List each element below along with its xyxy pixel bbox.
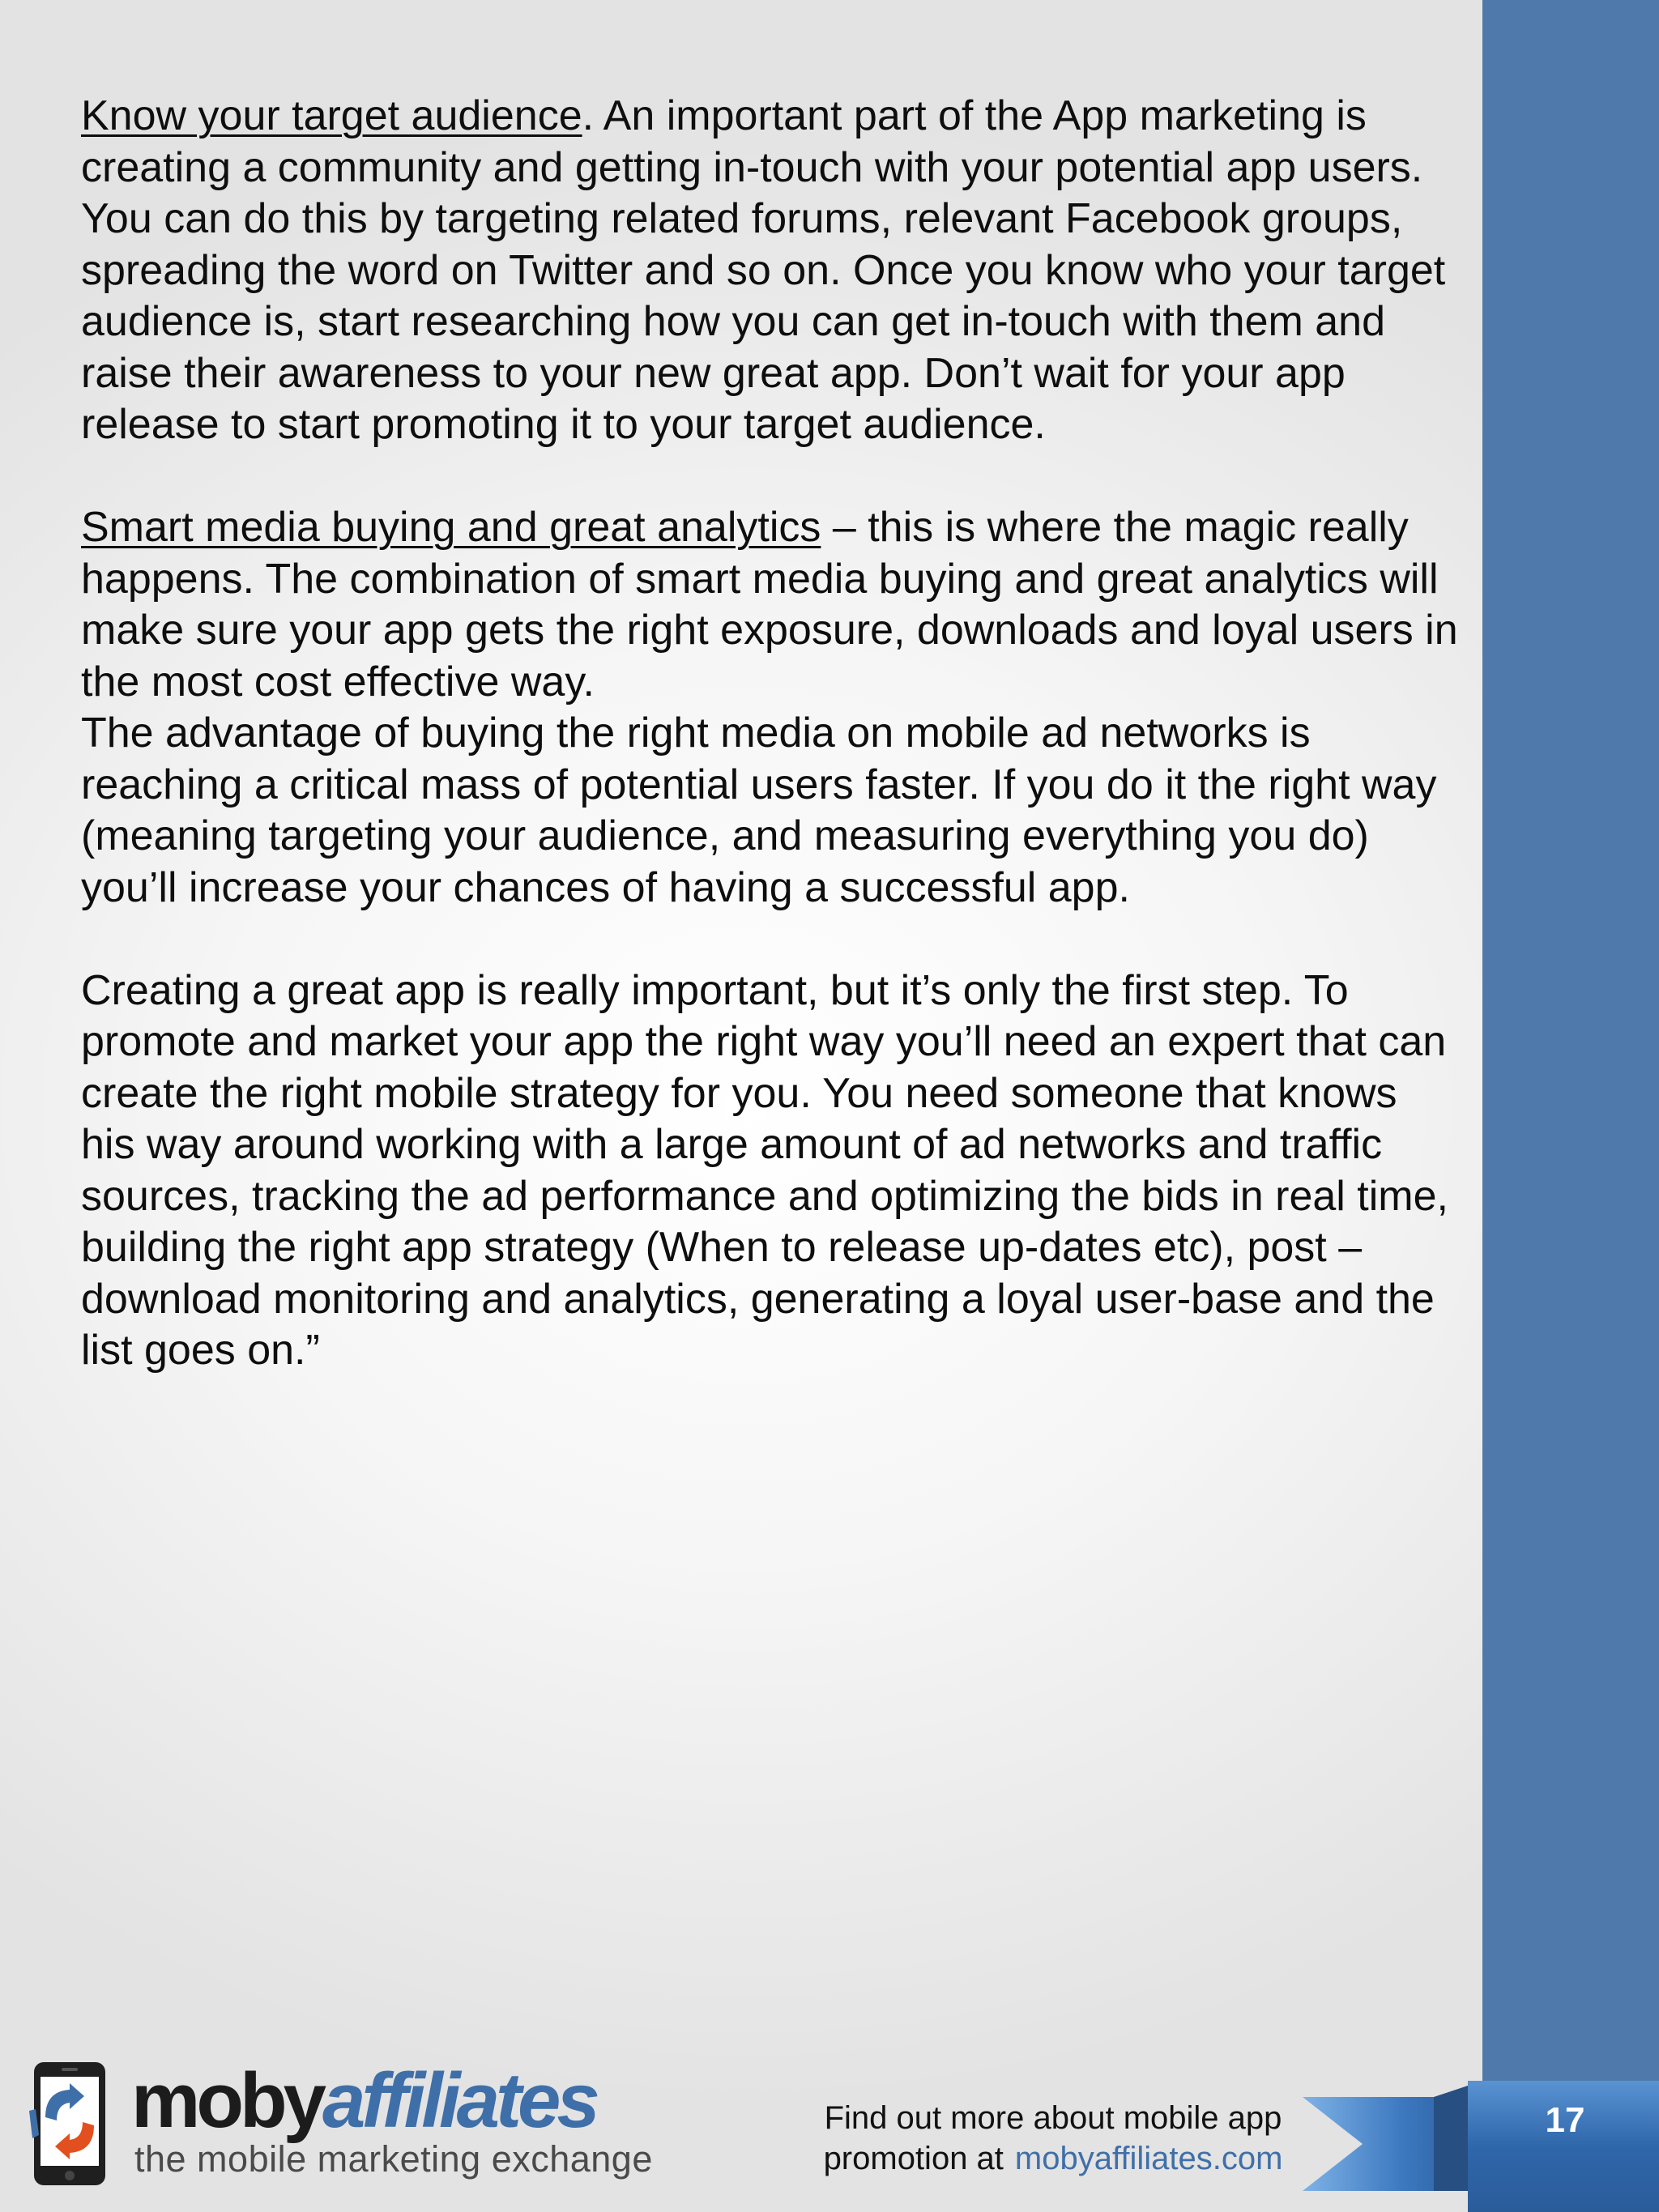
footer-cta-line1: Find out more about mobile app (824, 2100, 1282, 2136)
paragraph-great-app (81, 965, 1458, 1377)
paragraph-spacer (81, 914, 1458, 965)
heading-target-audience: Know your target audience (81, 92, 582, 139)
text-great-app: Creating a great app is really important, but it’s only the first step. To promote and market your app the right way you’ll need an expert that can create the right mobile strategy for you. You need someone that knows his way around working with a large amount of ad networks and traffic sources, tracking the ad performance and optimizing the bids in real time, building the right app strategy (When to release up-dates etc), post – download monitoring and analytics, generating a loyal user-base and the list goes on.” (81, 966, 1448, 1374)
footer-cta (794, 2098, 1312, 2179)
text-advantage: The advantage of buying the right media on mobile ad networks is reaching a critical mass of potential users faster. If you do it the right way (meaning targeting your audience, and measuring everything you do) you’ll increase your chances of having a successful app. (81, 710, 1437, 911)
main-content (81, 91, 1458, 1377)
brand-tagline: the mobile marketing exchange (134, 2138, 653, 2180)
phone-logo-icon (29, 2061, 110, 2187)
brand-wordmark (131, 2057, 596, 2145)
paragraph-media-buying (81, 502, 1458, 708)
brand-moby: moby (131, 2057, 323, 2144)
heading-media-buying: Smart media buying and great analytics (81, 504, 821, 551)
right-sidebar-bar (1482, 0, 1659, 2212)
text-target-audience: . An important part of the App marketing is creating a community and getting in-touch with your potential app users. You can do this by targeting related forums, relevant Facebook groups, spreading the word on Twitter and so on. Once you know who your target audience is, start researching how you can get in-touch with them and raise their awareness to your new great app. Don’t wait for your app release to start promoting it to your target audience. (81, 92, 1446, 448)
paragraph-target-audience (81, 91, 1458, 451)
footer-cta-prefix: promotion at (823, 2141, 1004, 2176)
footer-website-link[interactable]: mobyaffiliates.com (1014, 2141, 1283, 2176)
page-number: 17 (1545, 2100, 1585, 2140)
paragraph-advantage (81, 708, 1458, 914)
mobyaffiliates-logo (29, 2057, 710, 2195)
text-media-buying: – this is where the magic really happens. The combination of smart media buying and great analytics will make sure your app gets the right exposure, downloads and loyal users in the most cost effective way. (81, 504, 1458, 705)
brand-affiliates: affiliates (322, 2057, 596, 2144)
footer-cta-line2 (794, 2138, 1312, 2179)
paragraph-spacer (81, 451, 1458, 503)
